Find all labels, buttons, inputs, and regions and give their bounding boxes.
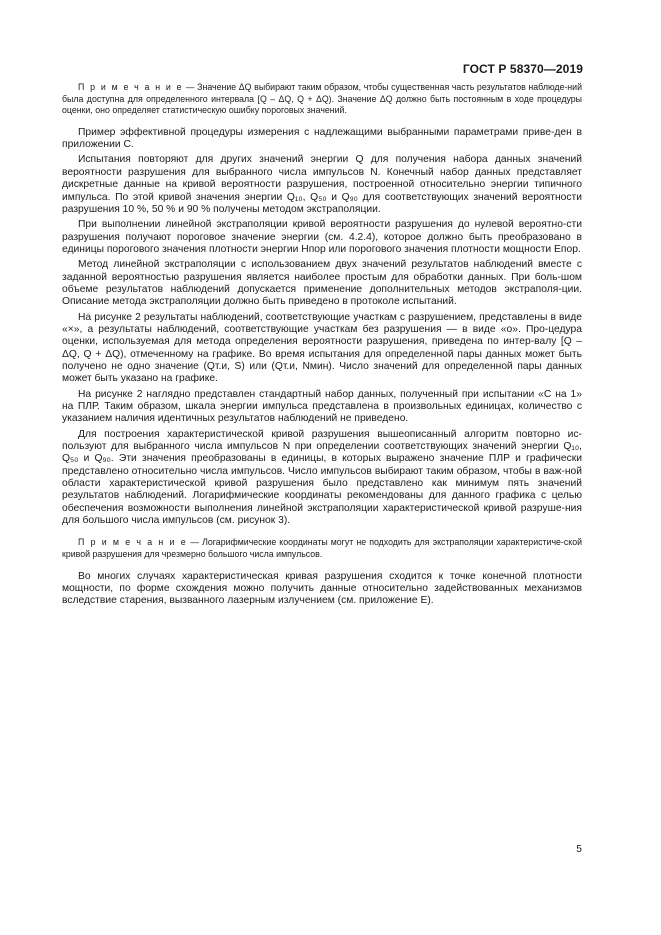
paragraph-1: Пример эффективной процедуры измерения с надлежащими выбранными параметрами приве-ден в приложении С. — [62, 126, 582, 151]
paragraph-3: При выполнении линейной экстраполяции кривой вероятности разрушения до нулевой вероятно-сти разрушения получают пороговое значение энергии (см. 4.2.4), которое должно быть преобразовано в единицы порогового значения плотности энергии Hпор или порогового значения плотности мощности Eпор. — [62, 219, 582, 255]
spacer — [62, 530, 582, 537]
document-id-header: ГОСТ Р 58370—2019 — [462, 62, 583, 76]
paragraph-4: Метод линейной экстраполяции с использованием двух значений результатов наблюдений вместе с заданной вероятностью разрушения является наиболее простым для обработки данных. При боль-шом объеме результатов наблюдений допускается применение дополнительных методов экстраполя-ции. Описание метода экстраполяции должно быть приведено в протоколе испытаний. — [62, 259, 582, 308]
note-2 — [62, 537, 582, 560]
note-2-text: — Логарифмические координаты могут не подходить для экстраполяции характеристиче-ской кривой разрушения для чрезмерно большого числа импульсов. — [62, 537, 583, 560]
paragraph-5: На рисунке 2 результаты наблюдений, соответствующие участкам с разрушением, представлены в виде «×», а результаты наблюдений, соответствующие участкам без разрушения — в виде «о». Про-цедура оценки, используемая для метода определения вероятности разрушения, приведена по интер-валу [Q – ΔQ, Q + ΔQ), отмеченному на графике. Во время испытания для определенной пары данных может быть получено не одно значение (Qт.и, S) или (Qт.и, Nмин). Число значений для определенной пары данных может быть указано на графике. — [62, 311, 582, 385]
paragraph-final: Во многих случаях характеристическая кривая разрушения сходится к точке конечной плотности мощности, по форме схождения можно получить данные относительно задействованных механизмов вследствие старения, вызванного лазерным излучением (см. приложение Е). — [62, 570, 582, 607]
spacer — [62, 120, 582, 127]
note-1-label: П р и м е ч а н и е — [78, 82, 184, 92]
note-1 — [62, 82, 582, 117]
note-2-label: П р и м е ч а н и е — [78, 537, 188, 548]
paragraph-2: Испытания повторяют для других значений энергии Q для получения набора данных значений вероятности разрушения для выбранного числа импульсов N. Конечный набор данных представляет дискретные данные на кривой вероятности разрушения, построенной относительно энергии типичного импульса. По этой кривой значения энергии Q₁₀, Q₅₀ и Q₉₀ для соответствующих значений вероятности разрушения 10 %, 50 % и 90 % получены методом экстраполяции. — [62, 154, 582, 215]
paragraph-7: Для построения характеристической кривой разрушения вышеописанный алгоритм повторно ис-пользуют для выбранного числа импульсов N при определении соответствующих значений энергии Q₁₀, Q₅₀ и Q₉₀. Эти значения преобразованы в единицы, в которых выражено значение ПЛР и графически представлено относительно числа импульсов. Число импульсов выбирают таким образом, чтобы в важ-ной области характеристической кривой разрушения было представлено как минимум пять значений результатов наблюдений. Логарифмические координаты рекомендованы для данного графика с целью обеспечения возможности выполнения линейной экстраполяции характеристической кривой разруше-ния для большого числа импульсов (см. рисунок 3). — [62, 428, 582, 527]
paragraph-6: На рисунке 2 наглядно представлен стандартный набор данных, полученный при испытании «С на 1» на ПЛР. Таким образом, шкала энергии импульса представлена в произвольных единицах, количество с указанием наличия идентичных результатов наблюдений не приведено. — [62, 388, 582, 425]
spacer — [62, 564, 582, 571]
note-1-text: — Значение ΔQ выбирают таким образом, чтобы существенная часть результатов наблюде-ний была доступна для определенного интервала [Q – ΔQ, Q + ΔQ). Значение ΔQ должно быть постоянным в ходе процедуры оценки, оно определяет статистическую ошибку пороговых значений. — [62, 82, 582, 116]
body-text — [62, 82, 582, 611]
page-number: 5 — [576, 844, 582, 855]
